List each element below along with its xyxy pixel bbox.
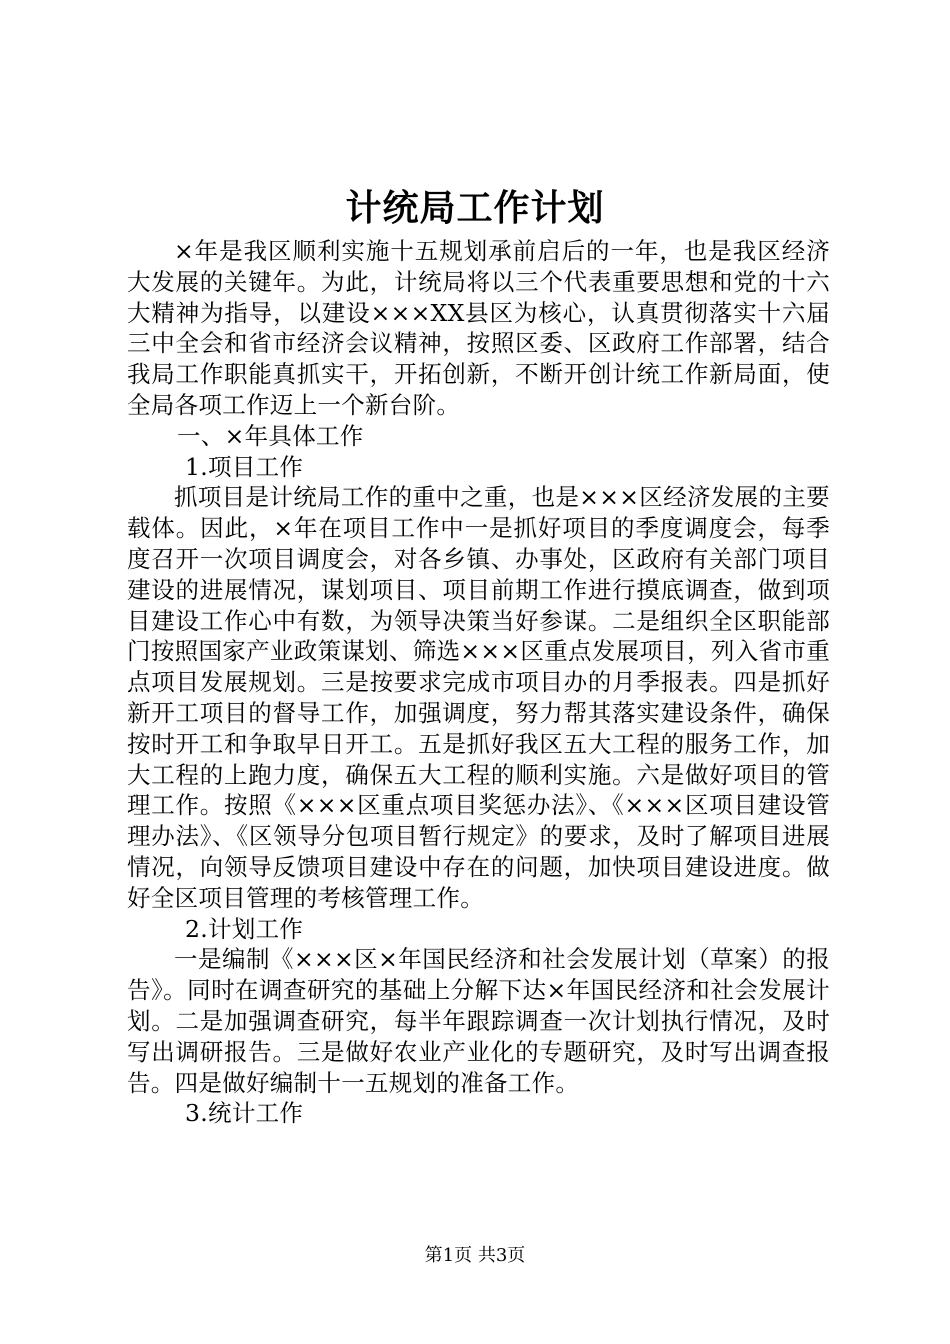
subsection-heading-plan-work: 2.计划工作 [185, 914, 304, 943]
subsection-heading-project-work: 1.项目工作 [185, 452, 304, 481]
subsection-heading-statistics-work: 3.统计工作 [185, 1099, 304, 1128]
section-heading-specific-work: 一、×年具体工作 [177, 421, 364, 450]
page-footer: 第1页 共3页 [424, 1245, 526, 1266]
plan-work-paragraph: 一是编制《×××区×年国民经济和社会发展计划（草案）的报告》。同时在调查研究的基础上分解下达×年国民经济和社会发展计划。二是加强调查研究，每半年跟踪调查一次计划执行情况，及时写出调研报告。三是做好农业产业化的专题研究，及时写出调查报告。四是做好编制十一五规划的准备工作。 [127, 945, 830, 1097]
document-body [127, 236, 830, 1129]
project-work-paragraph: 抓项目是计统局工作的重中之重，也是×××区经济发展的主要载体。因此，×年在项目工作中一是抓好项目的季度调度会，每季度召开一次项目调度会，对各乡镇、办事处，区政府有关部门项目建设的进展情况，谋划项目、项目前期工作进行摸底调查，做到项目建设工作心中有数，为领导决策当好参谋。二是组织全区职能部门按照国家产业政策谋划、筛选×××区重点发展项目，列入省市重点项目发展规划。三是按要求完成市项目办的月季报表。四是抓好新开工项目的督导工作，加强调度，努力帮其落实建设条件，确保按时开工和争取早日开工。五是抓好我区五大工程的服务工作，加大工程的上跑力度，确保五大工程的顺利实施。六是做好项目的管理工作。按照《×××区重点项目奖惩办法》、《×××区项目建设管理办法》、《区领导分包项目暂行规定》的要求，及时了解项目进展情况，向领导反馈项目建设中存在的问题，加快项目建设进度。做好全区项目管理的考核管理工作。 [127, 483, 830, 912]
intro-paragraph: ×年是我区顺利实施十五规划承前启后的一年，也是我区经济大发展的关键年。为此，计统局将以三个代表重要思想和党的十六大精神为指导，以建设×××XX县区为核心，认真贯彻落实十六届三中全会和省市经济会议精神，按照区委、区政府工作部署，结合我局工作职能真抓实干，开拓创新，不断开创计统工作新局面，使全局各项工作迈上一个新台阶。 [127, 237, 830, 419]
document-title: 计统局工作计划 [345, 187, 605, 229]
